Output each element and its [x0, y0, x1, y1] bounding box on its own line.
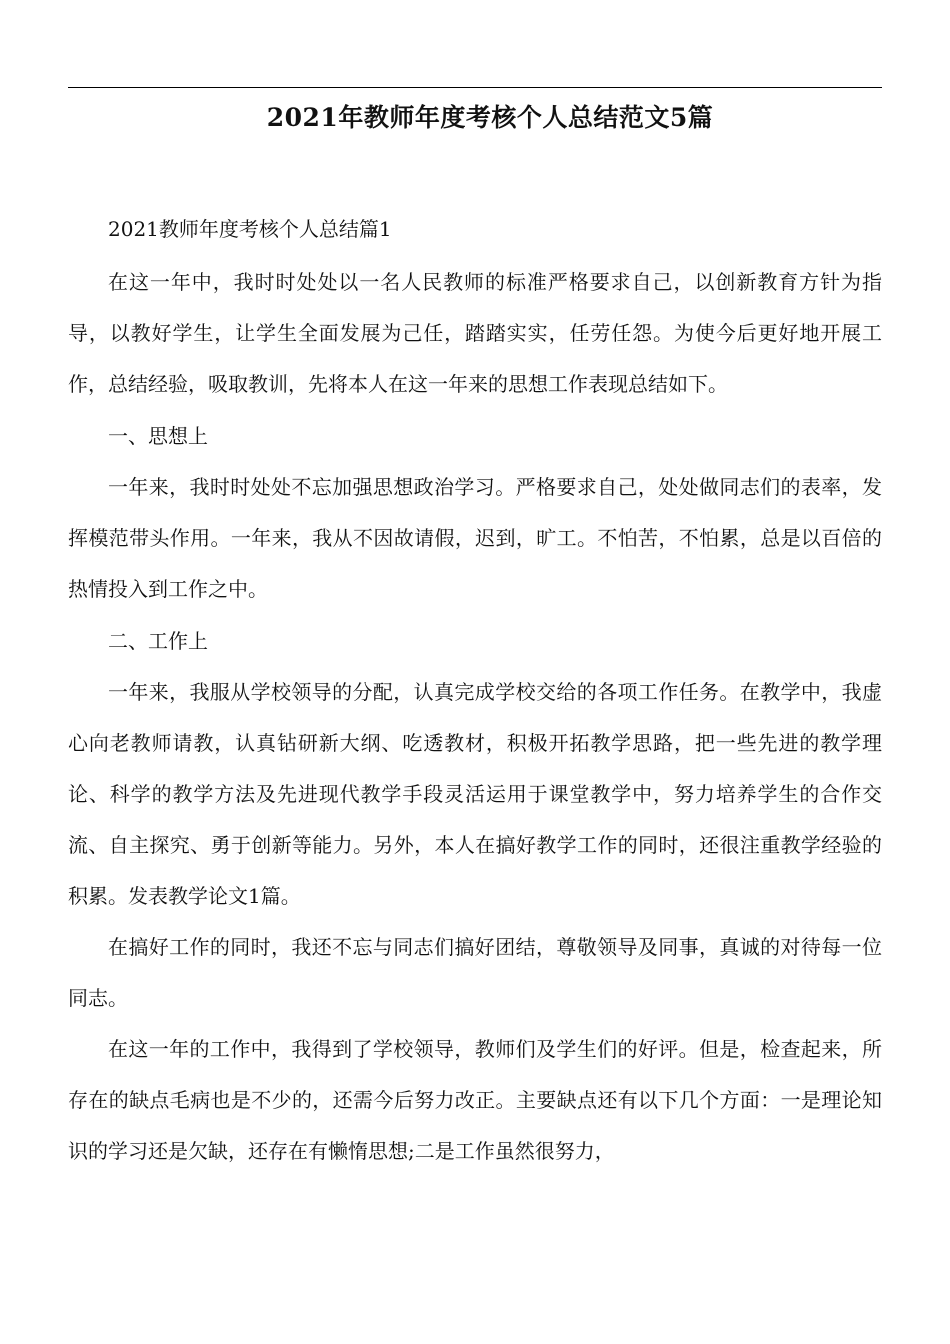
paragraph-work: 一年来，我服从学校领导的分配，认真完成学校交给的各项工作任务。在教学中，我虚心向老教师请教，认真钻研新大纲、吃透教材，积极开拓教学思路，把一些先进的教学理论、科学的教学方法及先进现代教学手段灵活运用于课堂教学中，努力培养学生的合作交流、自主探究、勇于创新等能力。另外，本人在搞好教学工作的同时，还很注重教学经验的积累。发表教学论文1篇。 — [68, 680, 882, 908]
paragraph-intro: 在这一年中，我时时处处以一名人民教师的标准严格要求自己，以创新教育方针为指导，以教好学生，让学生全面发展为己任，踏踏实实，任劳任怨。为使今后更好地开展工作，总结经验，吸取教训，先将本人在这一年来的思想工作表现总结如下。 — [68, 270, 882, 396]
part-heading: 2021教师年度考核个人总结篇1 — [108, 217, 392, 241]
paragraph-unity: 在搞好工作的同时，我还不忘与同志们搞好团结，尊敬领导及同事，真诚的对待每一位同志。 — [68, 935, 882, 1010]
document-body — [68, 207, 882, 1177]
paragraph-thought: 一年来，我时时处处不忘加强思想政治学习。严格要求自己，处处做同志们的表率，发挥模范带头作用。一年来，我从不因故请假，迟到，旷工。不怕苦，不怕累，总是以百倍的热情投入到工作之中。 — [68, 475, 882, 601]
section-heading-thought: 一、思想上 — [108, 424, 208, 448]
paragraph-shortcomings: 在这一年的工作中，我得到了学校领导，教师们及学生们的好评。但是，检查起来，所存在的缺点毛病也是不少的，还需今后努力改正。主要缺点还有以下几个方面：一是理论知识的学习还是欠缺，还存在有懒惰思想;二是工作虽然很努力， — [68, 1037, 882, 1163]
document-title: 2021年教师年度考核个人总结范文5篇 — [266, 103, 714, 132]
header-rule — [68, 87, 882, 88]
section-heading-work: 二、工作上 — [108, 629, 208, 653]
